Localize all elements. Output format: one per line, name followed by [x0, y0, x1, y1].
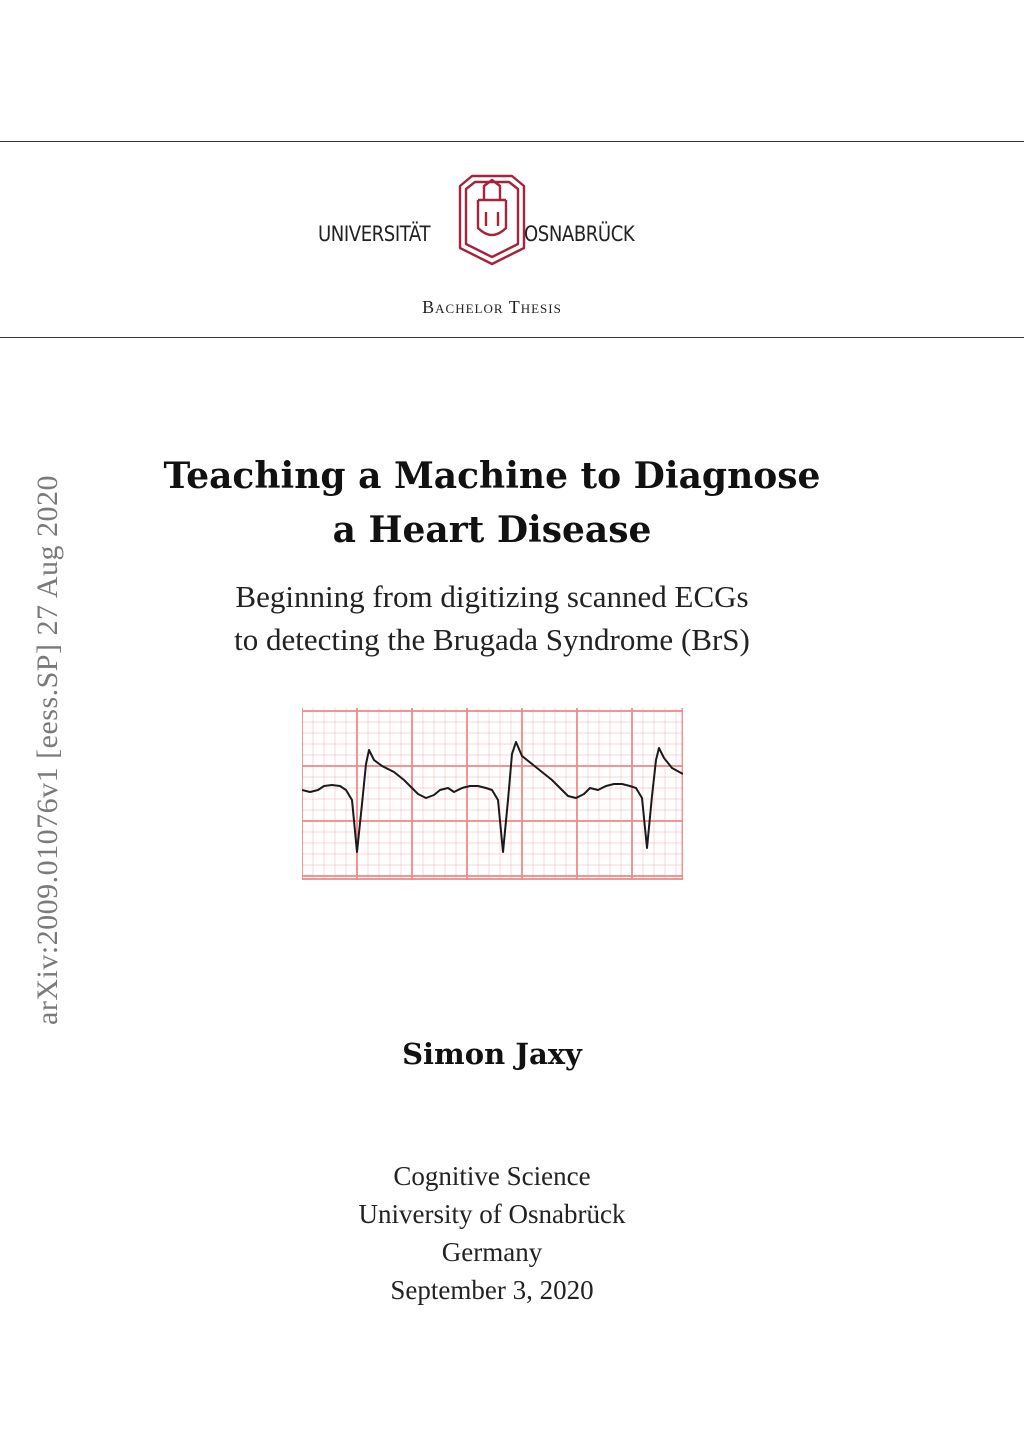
ecg-trace [302, 742, 683, 852]
title-line-1: Teaching a Machine to Diagnose [163, 455, 821, 497]
submission-date: September 3, 2020 [390, 1275, 594, 1305]
university-logo [318, 172, 668, 268]
arxiv-identifier: arXiv:2009.01076v1 [eess.SP] 27 Aug 2020 [31, 475, 64, 1025]
affiliation-block [0, 1157, 984, 1309]
logo-text-right: OSNABRÜCK [524, 222, 635, 246]
top-rule [0, 141, 1024, 142]
university-seal-icon [456, 172, 528, 268]
title-line-2: a Heart Disease [332, 509, 652, 551]
author-name: Simon Jaxy [402, 1037, 582, 1071]
subtitle-line-2: to detecting the Brugada Syndrome (BrS) [234, 622, 750, 657]
country: Germany [441, 1237, 543, 1267]
thesis-type-label: Bachelor Thesis [422, 297, 562, 317]
university-name: University of Osnabrück [358, 1199, 626, 1229]
bottom-rule [0, 337, 1024, 338]
logo-text-left: UNIVERSITÄT [318, 222, 431, 246]
subtitle-line-1: Beginning from digitizing scanned ECGs [235, 579, 749, 614]
field-of-study: Cognitive Science [393, 1161, 591, 1191]
ecg-strip-icon [302, 708, 683, 880]
thesis-title [0, 449, 984, 557]
ecg-grid [302, 708, 683, 880]
thesis-subtitle [0, 575, 984, 661]
